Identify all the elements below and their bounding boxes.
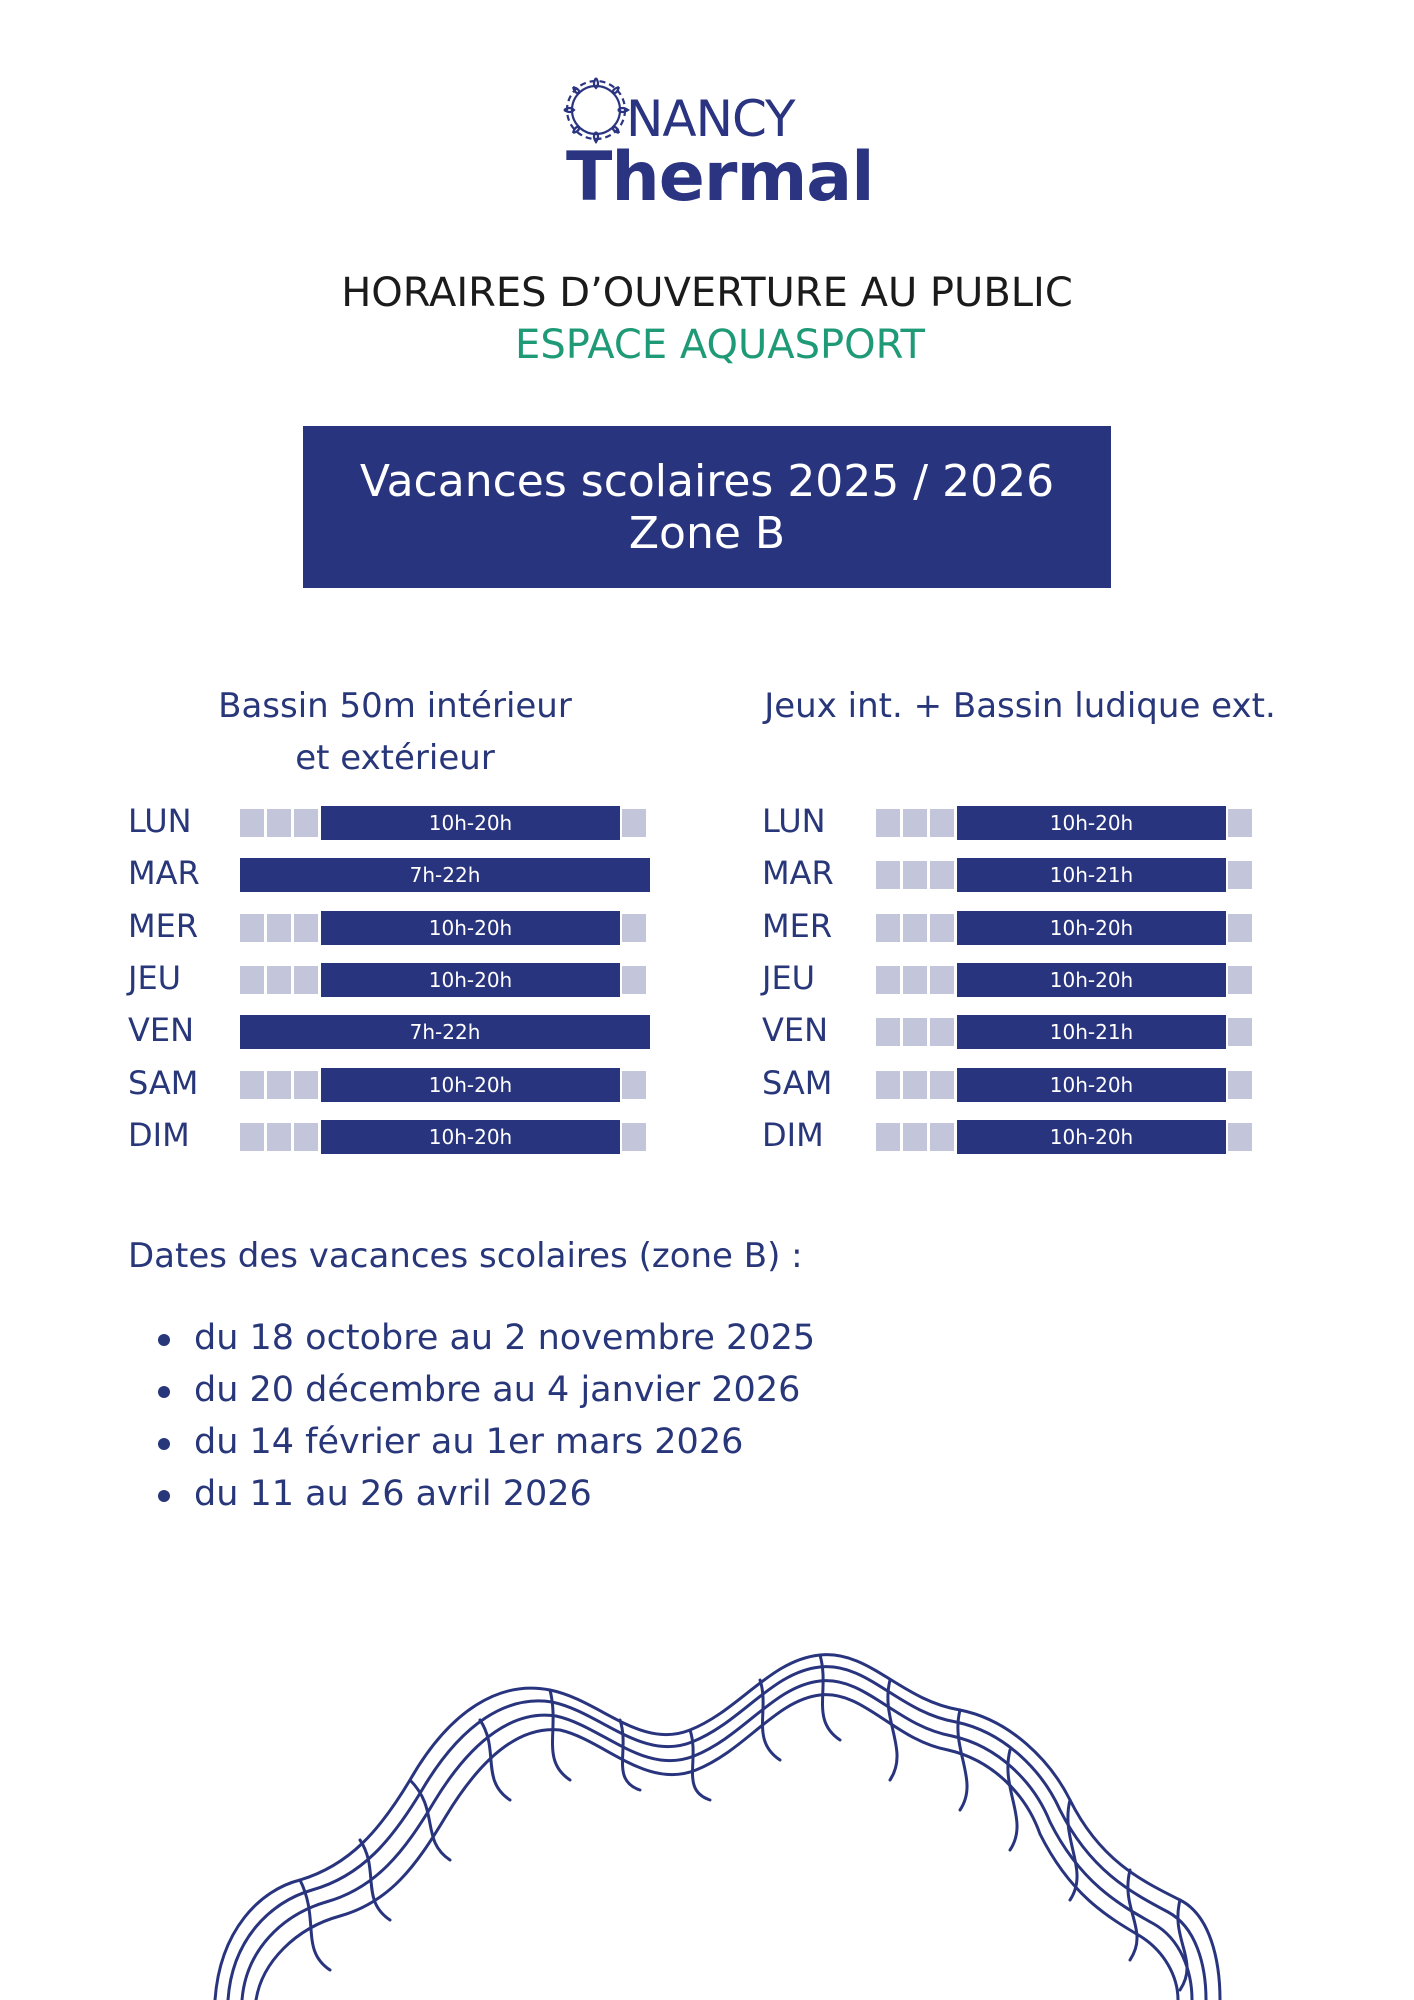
opening-hours-bar: 10h-21h [957, 858, 1226, 892]
opening-hours-bar: 10h-21h [957, 1015, 1226, 1049]
opening-hours-bar: 10h-20h [957, 1068, 1226, 1102]
banner-zone: Zone B [628, 508, 786, 559]
schedule-track [876, 963, 1256, 997]
schedule-track [876, 858, 1256, 892]
opening-hours-bar: 7h-22h [240, 1015, 650, 1049]
opening-hours-bar: 10h-20h [321, 963, 620, 997]
closed-slot [1228, 861, 1252, 889]
left-title-line1: Bassin 50m intérieur [218, 686, 572, 726]
schedule-track [240, 1015, 650, 1049]
closed-slot [240, 966, 264, 994]
wave-ring-decoration [0, 1640, 1414, 2000]
schedule-track [876, 1015, 1256, 1049]
bullet-icon [158, 1438, 170, 1450]
closed-slot [903, 1018, 927, 1046]
logo-line2: Thermal [566, 138, 874, 217]
banner-title: Vacances scolaires 2025 / 2026 [359, 456, 1055, 507]
page-subtitle: ESPACE AQUASPORT [515, 322, 925, 368]
opening-hours-bar: 7h-22h [240, 858, 650, 892]
closed-slot [294, 1071, 318, 1099]
left-title-line2: et extérieur [295, 738, 495, 778]
bullet-icon [158, 1334, 170, 1346]
day-label: MAR [762, 854, 834, 893]
closed-slot [240, 1123, 264, 1151]
closed-slot [267, 914, 291, 942]
right-title-line1: Jeux int. + Bassin ludique ext. [764, 686, 1276, 726]
nancy-thermal-logo [560, 72, 874, 217]
closed-slot [240, 1071, 264, 1099]
season-banner [303, 426, 1111, 588]
schedule-track [876, 806, 1256, 840]
schedule-track [240, 858, 650, 892]
right-column-title [750, 680, 1290, 732]
day-label: JEU [762, 958, 816, 997]
closed-slot [903, 1123, 927, 1151]
left-column-title [175, 680, 615, 784]
closed-slot [622, 914, 646, 942]
day-label: MER [128, 906, 199, 945]
opening-hours-bar: 10h-20h [957, 911, 1226, 945]
closed-slot [903, 1071, 927, 1099]
closed-slot [240, 809, 264, 837]
schedule-track [876, 1068, 1256, 1102]
closed-slot [240, 914, 264, 942]
closed-slot [903, 861, 927, 889]
bullet-icon [158, 1386, 170, 1398]
schedule-track [240, 963, 650, 997]
closed-slot [930, 861, 954, 889]
closed-slot [294, 966, 318, 994]
closed-slot [622, 966, 646, 994]
day-label: LUN [128, 802, 192, 840]
closed-slot [876, 861, 900, 889]
day-label: MAR [128, 854, 200, 893]
sun-ring-icon [560, 74, 632, 146]
list-item: du 18 octobre au 2 novembre 2025 [150, 1312, 815, 1364]
closed-slot [267, 1123, 291, 1151]
opening-hours-bar: 10h-20h [957, 1120, 1226, 1154]
opening-hours-bar: 10h-20h [321, 806, 620, 840]
list-item: du 14 février au 1er mars 2026 [150, 1416, 815, 1468]
closed-slot [1228, 1071, 1252, 1099]
closed-slot [876, 1018, 900, 1046]
closed-slot [876, 1071, 900, 1099]
schedule-track [876, 911, 1256, 945]
closed-slot [876, 966, 900, 994]
closed-slot [903, 914, 927, 942]
closed-slot [1228, 1123, 1252, 1151]
closed-slot [1228, 809, 1252, 837]
closed-slot [294, 1123, 318, 1151]
opening-hours-bar: 10h-20h [321, 1120, 620, 1154]
bullet-icon [158, 1490, 170, 1502]
day-label: SAM [762, 1063, 833, 1102]
closed-slot [622, 1071, 646, 1099]
closed-slot [876, 1123, 900, 1151]
closed-slot [267, 1071, 291, 1099]
closed-slot [930, 1123, 954, 1151]
closed-slot [622, 1123, 646, 1151]
list-item: du 11 au 26 avril 2026 [150, 1468, 815, 1520]
dates-title: Dates des vacances scolaires (zone B) : [128, 1236, 803, 1276]
closed-slot [930, 1071, 954, 1099]
schedule-track [240, 1120, 650, 1154]
dates-list [150, 1312, 815, 1520]
day-label: VEN [128, 1011, 195, 1050]
day-label: MER [762, 906, 833, 945]
closed-slot [1228, 966, 1252, 994]
day-label: DIM [762, 1115, 824, 1154]
schedule-track [240, 806, 650, 840]
logo-line1: NANCY [626, 90, 795, 148]
closed-slot [267, 809, 291, 837]
schedule-track [240, 911, 650, 945]
day-label: JEU [128, 958, 182, 997]
closed-slot [930, 914, 954, 942]
schedule-track [876, 1120, 1256, 1154]
closed-slot [930, 966, 954, 994]
closed-slot [930, 1018, 954, 1046]
closed-slot [267, 966, 291, 994]
closed-slot [294, 809, 318, 837]
list-item: du 20 décembre au 4 janvier 2026 [150, 1364, 815, 1416]
opening-hours-bar: 10h-20h [957, 806, 1226, 840]
opening-hours-bar: 10h-20h [321, 1068, 620, 1102]
closed-slot [930, 809, 954, 837]
day-label: VEN [762, 1011, 829, 1050]
page-title: HORAIRES D’OUVERTURE AU PUBLIC [341, 270, 1073, 316]
closed-slot [294, 914, 318, 942]
closed-slot [876, 809, 900, 837]
day-label: LUN [762, 802, 826, 840]
closed-slot [1228, 914, 1252, 942]
opening-hours-bar: 10h-20h [321, 911, 620, 945]
day-label: SAM [128, 1063, 199, 1102]
closed-slot [876, 914, 900, 942]
opening-hours-bar: 10h-20h [957, 963, 1226, 997]
closed-slot [622, 809, 646, 837]
closed-slot [903, 966, 927, 994]
closed-slot [903, 809, 927, 837]
schedule-track [240, 1068, 650, 1102]
closed-slot [1228, 1018, 1252, 1046]
day-label: DIM [128, 1115, 190, 1154]
